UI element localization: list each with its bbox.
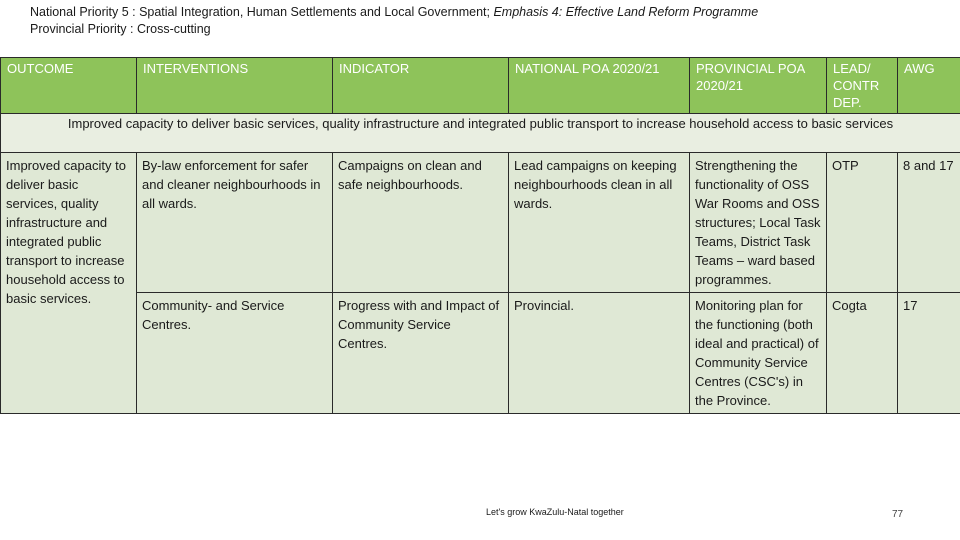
intervention-cell: By-law enforcement for safer and cleaner neighbourhoods in all wards. <box>137 153 333 293</box>
provincial-poa-cell: Monitoring plan for the functioning (both ideal and practical) of Community Service Centres (CSC's) in the Province. <box>690 293 827 414</box>
intervention-cell: Community- and Service Centres. <box>137 293 333 414</box>
table-row <box>1 153 960 293</box>
column-header: OUTCOME <box>1 58 137 114</box>
page-header <box>30 4 758 38</box>
awg-cell: 17 <box>898 293 960 414</box>
page-number: 77 <box>892 509 904 520</box>
column-header: PROVINCIAL POA 2020/21 <box>690 58 827 114</box>
lead-dept-cell: Cogta <box>827 293 898 414</box>
priority-table <box>0 57 960 414</box>
national-poa-cell: Lead campaigns on keeping neighbourhoods clean in all wards. <box>509 153 690 293</box>
indicator-cell: Campaigns on clean and safe neighbourhoods. <box>333 153 509 293</box>
national-priority: National Priority 5 : Spatial Integration, Human Settlements and Local Government; <box>30 5 490 19</box>
provincial-priority: Provincial Priority : Cross-cutting <box>30 22 211 36</box>
column-header: LEAD/ CONTR DEP. <box>827 58 898 114</box>
national-poa-cell: Provincial. <box>509 293 690 414</box>
provincial-poa-cell: Strengthening the functionality of OSS War Rooms and OSS structures; Local Task Teams, District Task Teams – ward based programmes. <box>690 153 827 293</box>
emphasis: Emphasis 4: Effective Land Reform Programme <box>493 5 759 19</box>
column-header: INTERVENTIONS <box>137 58 333 114</box>
lead-dept-cell: OTP <box>827 153 898 293</box>
table-row <box>1 293 960 414</box>
column-header: NATIONAL POA 2020/21 <box>509 58 690 114</box>
indicator-cell: Progress with and Impact of Community Service Centres. <box>333 293 509 414</box>
outcome-cell: Improved capacity to deliver basic services, quality infrastructure and integrated public transport to increase household access to basic services. <box>1 153 137 414</box>
awg-cell: 8 and 17 <box>898 153 960 293</box>
outcome-span-row <box>1 114 960 153</box>
footer-tagline: Let's grow KwaZulu-Natal together <box>486 507 624 517</box>
column-header: AWG <box>898 58 960 114</box>
table-header-row <box>1 58 960 114</box>
outcome-banner: Improved capacity to deliver basic services, quality infrastructure and integrated public transport to increase household access to basic services <box>1 114 960 153</box>
priority-line <box>30 4 758 21</box>
column-header: INDICATOR <box>333 58 509 114</box>
